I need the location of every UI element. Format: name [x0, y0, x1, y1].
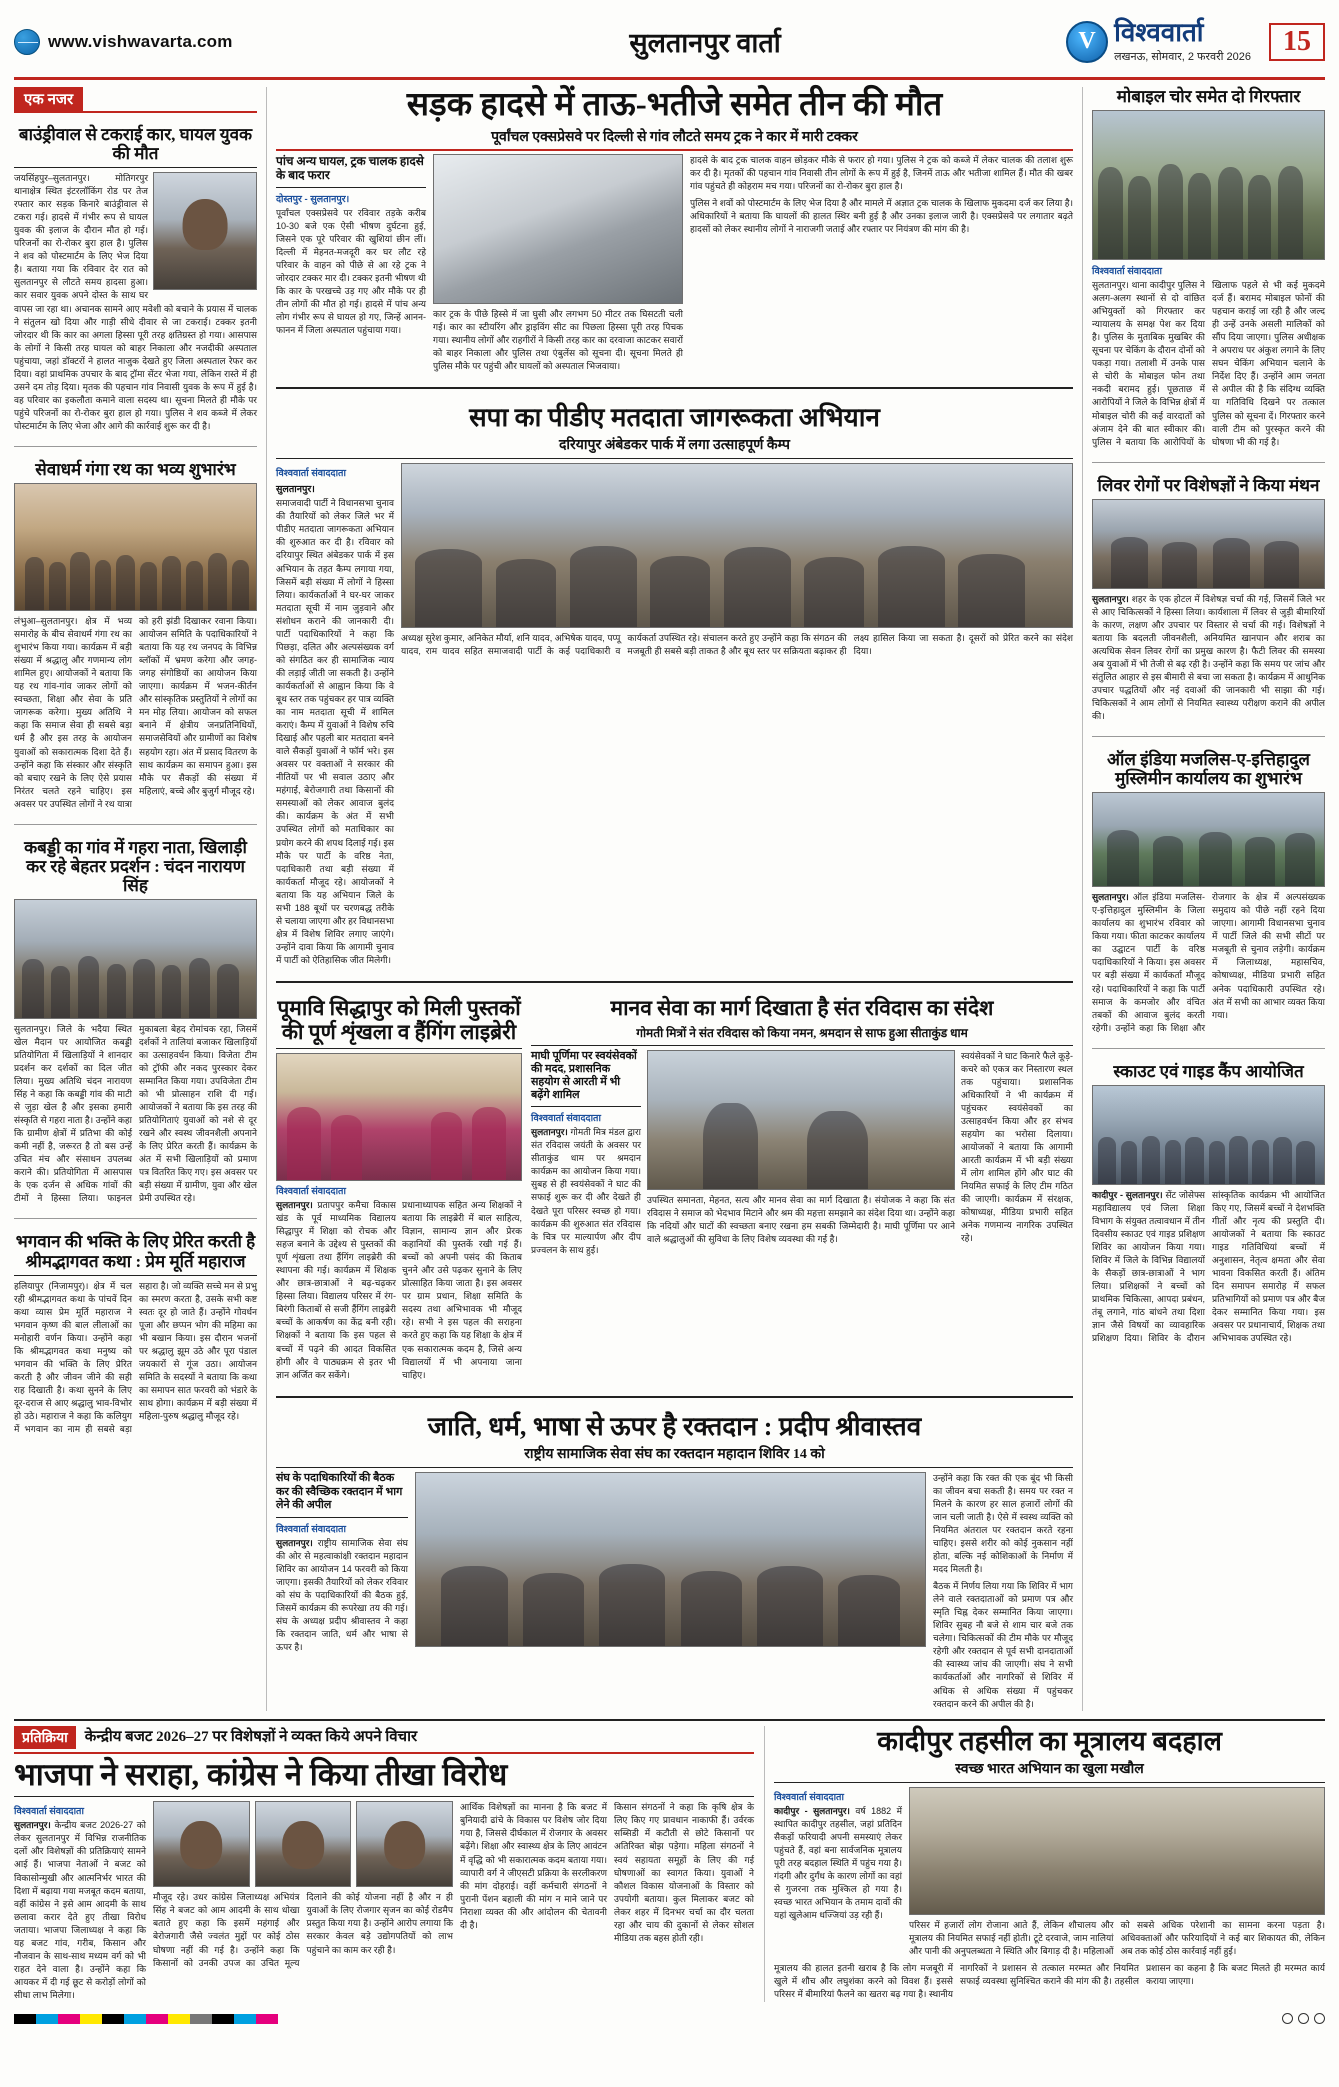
- masthead: [14, 10, 1325, 80]
- seva-body-c: स्वयंसेवकों ने घाट किनारे फैले कूड़े-कचरे को एकत्र कर निस्तारण स्थल तक पहुंचाया। प्रशासनिक अधिकारियों ने भी कार्यक्रम में पहुंचकर स्वयंसेवकों का उत्साहवर्धन किया और हर संभव सहयोग का भरोसा दिलाया। आयोजकों ने बताया कि आगामी आरती कार्यक्रम में भी बड़ी संख्या में लोग शामिल होंगे और घाट की नियमित सफाई के लिए टीम गठित की जाएगी। कार्यक्रम में संरक्षक, कोषाध्यक्ष, मीडिया प्रभारी सहित अनेक गणमान्य नागरिक उपस्थित रहे।: [961, 1050, 1073, 1244]
- color-swatch: [14, 2014, 36, 2024]
- footer: [14, 2008, 1325, 2024]
- section-title: सुलतानपुर वार्ता: [629, 28, 781, 58]
- blood-deck: राष्ट्रीय सामाजिक सेवा संघ का रक्तदान महादान शिविर 14 को: [524, 1446, 825, 1462]
- aimim-photo: [1092, 792, 1325, 887]
- scout-body: सेंट जोसेफ्स महाविद्यालय एवं जिला शिक्षा विभाग के संयुक्त तत्वावधान में तीन दिवसीय स्काउट एवं गाइड प्रशिक्षण शिविर का आयोजन किया गया। शिविर में जिले के विभिन्न विद्यालयों के सैकड़ों छात्र-छात्राओं ने भाग लिया। प्रशिक्षकों ने बच्चों को प्राथमिक चिकित्सा, आपदा प्रबंधन, तंबू लगाने, गांठ बांधने तथा दिशा ज्ञान जैसे विषयों का व्यावहारिक प्रशिक्षण दिया। शिविर के दौरान सांस्कृतिक कार्यक्रम भी आयोजित किए गए, जिसमें बच्चों ने देशभक्ति गीतों और नृत्य की प्रस्तुति दी। आयोजकों ने बताया कि स्काउट गाइड गतिविधियां बच्चों में अनुशासन, नेतृत्व क्षमता और सेवा भावना विकसित करती हैं। अंतिम दिन समापन समारोह में सफल प्रतिभागियों को प्रमाण पत्र और बैज देकर सम्मानित किया गया। इस अवसर पर प्रधानाचार्य, शिक्षक तथा अभिभावक उपस्थित रहे।: [1092, 1189, 1325, 1344]
- liver-story: [1092, 476, 1325, 724]
- seva-headline: मानव सेवा का मार्ग दिखाता है संत रविदास का संदेश: [610, 995, 994, 1020]
- lead-body-col2: कार ट्रक के पीछे हिस्से में जा घुसी और लगभग 50 मीटर तक घिसटती चली गई। कार का स्टीयरिंग और ड्राइविंग सीट का पिछला हिस्सा पूरी तरह पिचक गया। स्थानीय लोगों और राहगीरों ने किसी तरह कार का दरवाजा काटकर सवारों को बाहर निकाला और पुलिस तथा एंबुलेंस को सूचना दी। सूचना मिलते ही पुलिस मौके पर पहुंची और घायलों को अस्पताल भिजवाया।: [433, 308, 683, 372]
- lead-dateline: दोस्तपुर - सुलतानपुर।: [276, 193, 350, 205]
- camp-figures: [402, 464, 1072, 627]
- color-swatch: [146, 2014, 168, 2024]
- budget-portrait-3: [356, 1801, 453, 1887]
- mobile-theft-photo: [1092, 110, 1325, 260]
- sapa-dateline: सुलतानपुर।: [276, 484, 315, 496]
- color-swatch: [190, 2014, 212, 2024]
- books-headline: पूमावि सिद्धापुर को मिली पुस्तकों की पूर्ण शृंखला व हैंगिंग लाइब्रेरी: [277, 995, 521, 1044]
- blood-kicker: संघ के पदाधिकारियों की बैठक कर की स्वैच्छिक रक्तदान में भाग लेने की अपील: [276, 1471, 403, 1512]
- center-column: [266, 87, 1073, 1711]
- sapa-headline: सपा का पीडीए मतदाता जागरूकता अभियान: [469, 403, 880, 433]
- color-swatch: [212, 2014, 234, 2024]
- books-story: [276, 997, 522, 1382]
- sapa-photo-camp: [401, 463, 1073, 628]
- budget-portrait-2: [255, 1801, 352, 1887]
- toilet-body-c: मूत्रालय की हालत इतनी खराब है कि लोग मजबूरी में खुले में शौच और लघुशंका करने को विवश हैं। इससे परिसर में बीमारियां फैलने का खतरा बढ़ गया है। स्थानीय नागरिकों ने प्रशासन से तत्काल मरम्मत और नियमित सफाई व्यवस्था सुनिश्चित कराने की मांग की है। तहसील प्रशासन का कहना है कि बजट मिलते ही मरम्मत कार्य कराया जाएगा।: [774, 1963, 1325, 2000]
- blood-body-b: उन्होंने कहा कि रक्त की एक बूंद भी किसी का जीवन बचा सकती है। समय पर रक्त न मिलने के कारण हर साल हजारों लोगों की जान चली जाती है। ऐसे में स्वस्थ व्यक्ति को नियमित अंतराल पर रक्तदान करते रहना चाहिए। इससे शरीर को कोई नुकसान नहीं होता, बल्कि नई कोशिकाओं के निर्माण में मदद मिलती है।: [933, 1472, 1073, 1575]
- left-column: [14, 87, 257, 1711]
- seva-body-a: गोमती मित्र मंडल द्वारा संत रविदास जयंती के अवसर पर सीताकुंड धाम पर श्रमदान कार्यक्रम का आयोजन किया गया। सुबह से ही स्वयंसेवकों ने घाट की सफाई शुरू कर दी और देखते ही देखते पूरा परिसर स्वच्छ हो गया। कार्यक्रम की शुरुआत संत रविदास के चित्र पर माल्यार्पण और दीप प्रज्वलन के साथ हुई।: [531, 1127, 641, 1255]
- blood-body-c: बैठक में निर्णय लिया गया कि शिविर में भाग लेने वाले रक्तदाताओं को प्रमाण पत्र और स्मृति चिह्न देकर सम्मानित किया जाएगा। शिविर सुबह नौ बजे से शाम चार बजे तक चलेगा। चिकित्सकों की टीम मौके पर मौजूद रहेगी और रक्तदान से पूर्व सभी दानदाताओं की स्वास्थ्य जांच की जाएगी। संघ ने सभी कार्यकर्ताओं और नागरिकों से शिविर में अधिक से अधिक संख्या में पहुंचकर रक्तदान करने की अपील की है।: [933, 1581, 1073, 1709]
- budget-col1: केन्द्रीय बजट 2026-27 को लेकर सुलतानपुर में विभिन्न राजनीतिक दलों और विशेषज्ञों की प्रतिक्रियाएं सामने आई हैं। भाजपा नेताओं ने बजट को विकासोन्मुखी और आत्मनिर्भर भारत की दिशा में बढ़ाया गया मजबूत कदम बताया, वहीं कांग्रेस ने इसे आम आदमी के साथ छलावा करार देते हुए तीखा विरोध जताया। भाजपा जिलाध्यक्ष ने कहा कि यह बजट गांव, गरीब, किसान और नौजवान के साथ-साथ मध्यम वर्ग को भी राहत देने वाला है। उन्होंने कहा कि आयकर में दी गई छूट से करोड़ों लोगों को सीधा लाभ मिलेगा।: [14, 1820, 146, 2000]
- color-swatch: [124, 2014, 146, 2024]
- color-swatch: [36, 2014, 58, 2024]
- masthead-left: [14, 29, 344, 55]
- sapa-deck: दरियापुर अंबेडकर पार्क में लगा उत्साहपूर्ण कैम्प: [558, 438, 790, 454]
- left-story-2-body: लंभुआ–सुलतानपुर। क्षेत्र में भव्य समारोह के बीच सेवाधर्म गंगा रथ का शुभारंभ किया गया। कार्यक्रम में बड़ी संख्या में श्रद्धालु और गणमान्य लोग शामिल हुए। आयोजकों ने बताया कि यह रथ गांव-गांव जाकर लोगों को स्वच्छता, शिक्षा और सेवा के प्रति जागरूक करेगा। मुख्य अतिथि ने कहा कि समाज सेवा ही सबसे बड़ा धर्म है और इस तरह के आयोजन युवाओं को सकारात्मक दिशा देते हैं। उन्होंने कहा कि संस्कार और संस्कृति को बचाए रखने के लिए ऐसे प्रयास निरंतर चलते रहने चाहिए। इस अवसर पर उपस्थित लोगों ने रथ यात्रा को हरी झंडी दिखाकर रवाना किया। आयोजन समिति के पदाधिकारियों ने बताया कि यह रथ जनपद के विभिन्न ब्लॉकों में भ्रमण करेगा और जगह-जगह संगोष्ठियों का आयोजन किया जाएगा। कार्यक्रम में भजन-कीर्तन और सांस्कृतिक प्रस्तुतियों ने लोगों का मन मोह लिया। आयोजन को सफल बनाने में क्षेत्रीय जनप्रतिनिधियों, समाजसेवियों और ग्रामीणों का विशेष सहयोग रहा। अंत में प्रसाद वितरण के साथ कार्यक्रम का समापन हुआ। इस मौके पर सैकड़ों की संख्या में महिलाएं, बच्चे और बुजुर्ग मौजूद रहे।: [14, 616, 257, 809]
- seva-story: [531, 997, 1073, 1382]
- left-story-2-headline: सेवाधर्म गंगा रथ का भव्य शुभारंभ: [35, 460, 236, 479]
- aimim-dateline: सुलतानपुर।: [1092, 892, 1129, 903]
- left-story-2: [14, 460, 257, 811]
- budget-col3: आर्थिक विशेषज्ञों का मानना है कि बजट में बुनियादी ढांचे के विकास पर विशेष जोर दिया गया है, जिससे दीर्घकाल में रोजगार के अवसर बढ़ेंगे। शिक्षा और स्वास्थ्य क्षेत्र के लिए आवंटन में वृद्धि को भी सकारात्मक कदम बताया गया। व्यापारी वर्ग ने जीएसटी प्रक्रिया के सरलीकरण की मांग दोहराई। वहीं कर्मचारी संगठनों ने पुरानी पेंशन बहाली की मांग न माने जाने पर निराशा व्यक्त की और आंदोलन की चेतावनी दी है।: [460, 1802, 607, 1930]
- portrait-figure: [282, 1821, 324, 1869]
- blood-byline: विश्ववार्ता संवाददाता: [276, 1524, 346, 1536]
- mobile-theft-story: [1092, 87, 1325, 449]
- ek-nazar-tag: एक नजर: [14, 87, 83, 111]
- mobile-theft-byline: विश्ववार्ता संवाददाता: [1092, 266, 1162, 278]
- blood-body-a: राष्ट्रीय सामाजिक सेवा संघ की ओर से महत्वाकांक्षी रक्तदान महादान शिविर का आयोजन 14 फरवरी को किया जाएगा। इसकी तैयारियों को लेकर रविवार को संघ के पदाधिकारियों की बैठक हुई, जिसमें कार्यक्रम की रूपरेखा तय की गई। संघ के अध्यक्ष प्रदीप श्रीवास्तव ने कहा कि रक्तदान जाति, धर्म और भाषा से ऊपर है।: [276, 1538, 408, 1653]
- toilet-byline: विश्ववार्ता संवाददाता: [774, 1791, 844, 1803]
- mobile-theft-body: सुलतानपुर। थाना कादीपुर पुलिस ने अलग-अलग स्थानों से दो वांछित अभियुक्तों को गिरफ्तार कर न्यायालय के समक्ष पेश कर दिया है। पुलिस के मुताबिक मुखबिर की सूचना पर चेकिंग के दौरान दोनों को पकड़ा गया। तलाशी में उनके पास से चोरी के मोबाइल फोन तथा नकदी बरामद हुई। पूछताछ में आरोपियों ने जिले के विभिन्न क्षेत्रों में मोबाइल चोरी की कई वारदातों को अंजाम देने की बात स्वीकार की। पुलिस ने बताया कि आरोपियों के खिलाफ पहले से भी कई मुकदमे दर्ज हैं। बरामद मोबाइल फोनों की पहचान कराई जा रही है और जल्द ही उन्हें उनके असली मालिकों को सौंप दिया जाएगा। पुलिस अधीक्षक ने अपराध पर अंकुश लगाने के लिए सघन चेकिंग अभियान चलाने के निर्देश दिए हैं। उन्होंने आम जनता से अपील की है कि संदिग्ध व्यक्ति या गतिविधि दिखने पर तत्काल पुलिस को सूचना दें। गिरफ्तार करने वाली टीम को पुरस्कृत करने की घोषणा भी की गई है।: [1092, 280, 1325, 447]
- mobile-theft-headline: मोबाइल चोर समेत दो गिरफ्तार: [1116, 87, 1301, 106]
- left-story-4: [14, 1232, 257, 1436]
- liver-dateline: सुलतानपुर।: [1092, 593, 1129, 604]
- portrait-figure: [384, 1821, 426, 1869]
- bottom-section: [14, 1719, 1325, 2002]
- students-figures: [277, 1054, 521, 1180]
- lead-deck: पूर्वांचल एक्सप्रेसवे पर दिल्ली से गांव लौटते समय ट्रक ने कार में मारी टक्कर: [491, 129, 858, 145]
- color-swatch: [58, 2014, 80, 2024]
- ek-nazar-tag-wrap: [14, 87, 257, 113]
- budget-story: [14, 1726, 754, 2002]
- team-figures: [15, 900, 256, 1018]
- masthead-right: [1066, 17, 1325, 64]
- budget-dateline: सुलतानपुर।: [14, 1820, 51, 1831]
- seva-kicker: माघी पूर्णिमा पर स्वयंसेवकों की मदद, प्रशासनिक सहयोग से आरती में भी बढ़ेंगे शामिल: [531, 1049, 637, 1102]
- scout-photo: [1092, 1085, 1325, 1185]
- budget-byline: विश्ववार्ता संवाददाता: [14, 1806, 84, 1818]
- brand-name: विश्ववार्ता: [1114, 17, 1204, 47]
- blood-photo-meeting: [415, 1472, 926, 1647]
- globe-icon: [14, 29, 40, 55]
- liver-body: शहर के एक होटल में विशेषज्ञ चर्चा की गई, जिसमें जिले भर से आए चिकित्सकों ने हिस्सा लिया। कार्यशाला में लिवर से जुड़ी बीमारियों के कारण, लक्षण और उपचार पर विस्तार से चर्चा की गई। विशेषज्ञों ने बताया कि बदलती जीवनशैली, अनियमित खानपान और शराब का अत्यधिक सेवन लिवर रोगों का प्रमुख कारण है। फैटी लिवर की समस्या अब युवाओं में भी तेजी से बढ़ रही है। उन्होंने कहा कि समय पर जांच और संतुलित आहार से इस बीमारी से बचा जा सकता है। कार्यक्रम में आधुनिक उपचार पद्धतियों और नई दवाओं की जानकारी भी साझा की गई। चिकित्सकों ने आम लोगों से नियमित स्वास्थ्य परीक्षण कराने की अपील की।: [1092, 593, 1325, 722]
- color-swatch: [256, 2014, 278, 2024]
- scout-dateline: कादीपुर - सुलतानपुर।: [1092, 1189, 1163, 1200]
- lead-photo-accident: [433, 154, 683, 304]
- liver-headline: लिवर रोगों पर विशेषज्ञों ने किया मंथन: [1097, 475, 1320, 495]
- masthead-center: [344, 23, 1066, 60]
- toilet-deck: स्वच्छ भारत अभियान का खुला मखौल: [955, 1761, 1144, 1777]
- shramdan-figures: [648, 1051, 954, 1189]
- left-story-1-body: जयसिंहपुर–सुलतानपुर। मोतिगरपुर थानाक्षेत्र स्थित इंटरलॉकिंग रोड पर तेज रफ्तार कार सड़क किनारे बाउंड्रीवाल से टकरा गई। हादसे में गंभीर रूप से घायल युवक की इलाज के दौरान मौत हो गई। परिजनों का रो-रोकर बुरा हाल है। पुलिस ने शव को पोस्टमार्टम के लिए भेज दिया है। बताया गया कि रविवार देर रात को सुलतानपुर से लौटते समय हादसा हुआ। कार सवार युवक अपने दोस्त के साथ घर वापस जा रहा था। अचानक सामने आए मवेशी को बचाने के प्रयास में चालक ने संतुलन खो दिया और गाड़ी सीधे दीवार से जा टकराई। टक्कर इतनी जोरदार थी कि कार का अगला हिस्सा पूरी तरह क्षतिग्रस्त हो गया। आसपास के लोगों ने किसी तरह घायल को बाहर निकाला और नजदीकी अस्पताल पहुंचाया, जहां डॉक्टरों ने हालत नाजुक देखते हुए जिला अस्पताल रेफर कर दिया। वहां प्राथमिक उपचार के बाद ट्रॉमा सेंटर भेजा गया, लेकिन रास्ते में ही उसने दम तोड़ दिया। मृतक की पहचान गांव निवासी युवक के रूप में हुई है। वह परिवार का इकलौता कमाने वाला सदस्य था। सूचना मिलते ही मौके पर पहुंचे परिजनों का रो-रोकर बुरा हाल हो गया। पुलिस ने शव कब्जे में लेकर पोस्टमार्टम के लिए भेजा और आगे की कार्रवाई शुरू कर दी है।: [14, 173, 257, 431]
- toilet-body-b: परिसर में हजारों लोग रोजाना आते हैं, लेकिन शौचालय और मूत्रालय की नियमित सफाई नहीं होती। टूटे दरवाजे, जाम नालियां और पानी की अनुपलब्धता ने स्थिति और बिगाड़ दी है। महिलाओं को सबसे अधिक परेशानी का सामना करना पड़ता है। अधिवक्ताओं और फरियादियों ने कई बार शिकायत की, लेकिन अब तक कोई ठोस कार्रवाई नहीं हुई।: [909, 1919, 1325, 1956]
- website-url[interactable]: www.vishwavarta.com: [48, 31, 233, 51]
- portrait-figure: [183, 199, 228, 251]
- toilet-story: [764, 1726, 1325, 2002]
- lead-story: [276, 87, 1073, 373]
- budget-tag-deck: केन्द्रीय बजट 2026–27 पर विशेषज्ञों ने व्यक्त किये अपने विचार: [84, 1728, 418, 1745]
- toilet-headline: कादीपुर तहसील का मूत्रालय बदहाल: [877, 1725, 1222, 1756]
- pratikriya-tag: प्रतिक्रिया: [14, 1726, 76, 1749]
- color-swatch: [234, 2014, 256, 2024]
- lead-kicker: पांच अन्य घायल, ट्रक चालक हादसे के बाद फरार: [276, 153, 424, 183]
- police-figures: [1093, 111, 1324, 259]
- page-number: 15: [1269, 23, 1325, 61]
- aimim-body: ऑल इंडिया मजलिस-ए-इत्तिहादुल मुस्लिमीन के जिला कार्यालय का शुभारंभ रविवार को किया गया। फीता काटकर कार्यालय का उद्घाटन पार्टी के वरिष्ठ पदाधिकारियों ने किया। इस अवसर पर बड़ी संख्या में कार्यकर्ता मौजूद रहे। पदाधिकारियों ने कहा कि पार्टी समाज के कमजोर और वंचित तबकों की आवाज बुलंद करती रहेगी। उन्होंने कहा कि शिक्षा और रोजगार के क्षेत्र में अल्पसंख्यक समुदाय को पीछे नहीं रहने दिया जाएगा। आगामी विधानसभा चुनाव में पार्टी जिले की सभी सीटों पर मजबूती से चुनाव लड़ेगी। कार्यक्रम में जिलाध्यक्ष, महासचिव, कोषाध्यक्ष, मीडिया प्रभारी सहित अनेक पदाधिकारी उपस्थित रहे। अंत में सभी का आभार व्यक्त किया गया।: [1092, 892, 1325, 1033]
- scout-headline: स्काउट एवं गाइड कैंप आयोजित: [1113, 1061, 1304, 1081]
- scout-figures: [1093, 1086, 1324, 1184]
- left-story-2-photo: [14, 483, 257, 611]
- aimim-headline: ऑल इंडिया मजलिस-ए-इत्तिहादुल मुस्लिमीन कार्यालय का शुभारंभ: [1107, 750, 1310, 789]
- sapa-byline: विश्ववार्ता संवाददाता: [276, 468, 346, 480]
- books-byline: विश्ववार्ता संवाददाता: [276, 1186, 346, 1198]
- lead-body-col1: पूर्वांचल एक्सप्रेसवे पर रविवार तड़के करीब 10-30 बजे एक ऐसी भीषण दुर्घटना हुई, जिसने एक पूरे परिवार की खुशियां छीन लीं। दिल्ली में मेहनत-मजदूरी कर घर लौट रहे परिवार के वाहन को पीछे से आ रहे ट्रक ने जोरदार टक्कर मार दी। टक्कर इतनी भीषण थी कि कार के परखच्चे उड़ गए और मौके पर ही तीन लोगों की मौत हो गई। हादसे में पांच अन्य लोग गंभीर रूप से घायल हो गए, जिन्हें आनन-फानन में जिला अस्पताल पहुंचाया गया।: [276, 207, 426, 336]
- page-content: [14, 87, 1325, 1711]
- scout-story: [1092, 1062, 1325, 1346]
- left-story-3-headline: कबड्डी का गांव में गहरा नाता, खिलाड़ी कर रहे बेहतर प्रदर्शन : चंदन नारायण सिंह: [24, 837, 247, 895]
- sapa-names: अध्यक्ष सुरेश कुमार, अनिकेत मौर्या, शनि यादव, अभिषेक यादव, पप्पू यादव, राम यादव सहित समाजवादी पार्टी के कई पदाधिकारी व कार्यकर्ता उपस्थित रहे। संचालन करते हुए उन्होंने कहा कि संगठन की मजबूती ही सबसे बड़ी ताकत है और बूथ स्तर पर सक्रियता बढ़ाकर ही लक्ष्य हासिल किया जा सकता है। दूसरों को प्रेरित करने का संदेश दिया।: [401, 633, 1073, 657]
- aimim-story: [1092, 750, 1325, 1035]
- budget-portrait-row: [153, 1801, 453, 1887]
- color-swatch: [168, 2014, 190, 2024]
- brand-edition-date: लखनऊ, सोमवार, 2 फरवरी 2026: [1114, 50, 1251, 63]
- budget-headline: भाजपा ने सराहा, कांग्रेस ने किया तीखा विरोध: [14, 1756, 508, 1792]
- left-story-4-headline: भगवान की भक्ति के लिए प्रेरित करती है श्रीमद्भागवत कथा : प्रेम मूर्ति महाराज: [15, 1232, 256, 1271]
- seva-byline: विश्ववार्ता संवाददाता: [531, 1113, 601, 1125]
- books-dateline: सुलतानपुर।: [276, 1200, 313, 1211]
- left-story-1: [14, 125, 257, 433]
- books-body-a: प्रतापपुर कमैचा विकास खंड के पूर्व माध्यमिक विद्यालय सिद्धापुर में शिक्षा को रोचक और सहज बनाने के उद्देश्य से पुस्तकों की पूर्ण शृंखला तथा हैंगिंग लाइब्रेरी की स्थापना की गई। कार्यक्रम में शिक्षक और छात्र-छात्राओं ने बढ़-चढ़कर हिस्सा लिया। विद्यालय परिसर में रंग-बिरंगी किताबों से सजी हैंगिंग लाइब्रेरी बच्चों के आकर्षण का केंद्र बनी रही। शिक्षकों ने बताया कि इस पहल से बच्चों में पढ़ने की आदत विकसित होगी और वे पाठ्यक्रम से इतर भी ज्ञान अर्जित कर सकेंगे।: [276, 1200, 396, 1380]
- left-story-1-photo: [153, 172, 257, 290]
- color-swatch: [80, 2014, 102, 2024]
- registration-marks: [1282, 2013, 1325, 2024]
- portrait-figure: [181, 1821, 223, 1869]
- blood-story: [276, 1412, 1073, 1711]
- color-calibration-bar: [14, 2014, 284, 2024]
- logo-icon: V: [1066, 21, 1108, 63]
- brand-logo: [1066, 17, 1251, 64]
- right-column: [1082, 87, 1325, 1711]
- books-photo: [276, 1053, 522, 1181]
- lead-headline: सड़क हादसे में ताऊ-भतीजे समेत तीन की मौत: [406, 87, 943, 123]
- books-body-b: प्रधानाध्यापक सहित अन्य शिक्षकों ने बताया कि लाइब्रेरी में बाल साहित्य, विज्ञान, सामान्य ज्ञान और प्रेरक कहानियों की पुस्तकें रखी गई हैं। बच्चों को अपनी पसंद की किताब चुनने और उसे पढ़कर सुनाने के लिए प्रोत्साहित किया जाता है। इस अवसर पर ग्राम प्रधान, शिक्षा समिति के सदस्य तथा अभिभावक भी मौजूद रहे। सभी ने इस पहल की सराहना करते हुए कहा कि यह शिक्षा के क्षेत्र में एक सकारात्मक कदम है, जिसे अन्य विद्यालयों में भी अपनाया जाना चाहिए।: [402, 1200, 522, 1380]
- blood-dateline: सुलतानपुर।: [276, 1538, 313, 1549]
- left-story-3-photo: [14, 899, 257, 1019]
- seva-body-b: उपस्थित समानता, मेहनत, सत्य और मानव सेवा का मार्ग दिखाता है। संयोजक ने कहा कि संत रविदास ने समाज को भेदभाव मिटाने और श्रम की महत्ता समझाने का संदेश दिया था। उन्होंने कहा कि नदियों और घाटों की स्वच्छता बनाए रखना हम सबकी जिम्मेदारी है। माघी पूर्णिमा पर आने वाले श्रद्धालुओं की सुविधा के लिए विशेष व्यवस्था की गई है।: [647, 1194, 955, 1244]
- budget-col4: किसान संगठनों ने कहा कि कृषि क्षेत्र के लिए किए गए प्रावधान नाकाफी हैं। उर्वरक सब्सिडी में कटौती से छोटे किसानों पर अतिरिक्त बोझ पड़ेगा। महिला संगठनों ने स्वयं सहायता समूहों के लिए की गई घोषणाओं का स्वागत किया। युवाओं ने कौशल विकास योजनाओं के विस्तार को उपयोगी बताया। कुल मिलाकर बजट को लेकर शहर में दिनभर चर्चा का दौर चलता रहा और चाय की दुकानों से लेकर सोशल मीडिया तक बहस होती रही।: [614, 1802, 754, 1943]
- seva-deck: गोमती मित्रों ने संत रविदास को किया नमन, श्रमदान से साफ हुआ सीताकुंड धाम: [636, 1025, 968, 1040]
- lead-body-col4: पुलिस ने शवों को पोस्टमार्टम के लिए भेज दिया है और मामले में अज्ञात ट्रक चालक के खिलाफ मुकदमा दर्ज कर लिया है। अधिकारियों ने बताया कि घायलों की हालत स्थिर बनी हुई है और उनका इलाज जारी है। एक्सप्रेसवे पर लगातार बढ़ते हादसों को लेकर स्थानीय लोगों ने नाराजगी जताई और रफ्तार पर नियंत्रण की मांग की है।: [690, 198, 1073, 235]
- sapa-story: [276, 403, 1073, 967]
- budget-col2: मौजूद रहे। उधर कांग्रेस जिलाध्यक्ष अभियंत्र सिंह ने बजट को आम आदमी के साथ धोखा बताते हुए कहा कि इसमें महंगाई और बेरोजगारी जैसे ज्वलंत मुद्दों पर कोई ठोस घोषणा नहीं की गई है। उन्होंने कहा कि किसानों को उनकी उपज का उचित मूल्य दिलाने की कोई योजना नहीं है और न ही युवाओं के लिए रोजगार सृजन का कोई रोडमैप प्रस्तुत किया गया है। उन्होंने आरोप लगाया कि सरकार केवल बड़े उद्योगपतियों को लाभ पहुंचाने का काम कर रही है।: [153, 1892, 453, 1968]
- seva-photo-shramdan: [647, 1050, 955, 1190]
- toilet-body-a: वर्ष 1882 में स्थापित कादीपुर तहसील, जहां प्रतिदिन सैकड़ों फरियादी अपनी समस्याएं लेकर पहुंचते हैं, वहां बना सार्वजनिक मूत्रालय पूरी तरह बदहाल स्थिति में पहुंच गया है। गंदगी और दुर्गंध के कारण लोगों का वहां से गुजरना तक मुश्किल हो गया है। स्वच्छ भारत अभियान के तमाम दावों की यहां खुलेआम धज्जियां उड़ रही हैं।: [774, 1805, 902, 1921]
- budget-portrait-1: [153, 1801, 250, 1887]
- crowd-figures: [15, 484, 256, 610]
- toilet-dateline: कादीपुर - सुलतानपुर।: [774, 1805, 850, 1816]
- left-story-3-body: सुलतानपुर। जिले के भदैया स्थित खेल मैदान पर आयोजित कबड्डी प्रतियोगिता में खिलाड़ियों ने शानदार प्रदर्शन कर दर्शकों का दिल जीत लिया। मुख्य अतिथि चंदन नारायण सिंह ने कहा कि कबड्डी गांव की माटी से जुड़ा खेल है और इसका हमारी संस्कृति से गहरा नाता है। उन्होंने कहा कि ग्रामीण क्षेत्रों में प्रतिभा की कोई कमी नहीं है, जरूरत है तो बस उन्हें उचित मंच और संसाधन उपलब्ध कराने की। प्रतियोगिता में आसपास के एक दर्जन से अधिक गांवों की टीमों ने हिस्सा लिया। फाइनल मुकाबला बेहद रोमांचक रहा, जिसमें दर्शकों ने तालियां बजाकर खिलाड़ियों का उत्साहवर्धन किया। विजेता टीम को ट्रॉफी और नकद पुरस्कार देकर सम्मानित किया गया। उपविजेता टीम को भी प्रोत्साहन राशि दी गई। आयोजकों ने बताया कि इस तरह की प्रतियोगिताएं युवाओं को नशे से दूर रखने और स्वस्थ जीवनशैली अपनाने के लिए प्रेरित करती हैं। कार्यक्रम के अंत में सभी खिलाड़ियों को प्रमाण पत्र वितरित किए गए। इस अवसर पर बड़ी संख्या में ग्रामीण, युवा और खेल प्रेमी उपस्थित रहे।: [14, 1023, 257, 1204]
- left-story-3: [14, 838, 257, 1206]
- books-seva-row: [276, 997, 1073, 1382]
- liver-photo: [1092, 499, 1325, 589]
- toilet-photo: [909, 1787, 1325, 1915]
- aimim-figures: [1093, 793, 1324, 886]
- meeting-figures: [416, 1473, 925, 1646]
- seva-dateline: सुलतानपुर।: [531, 1127, 568, 1138]
- left-story-1-headline: बाउंड्रीवाल से टकराई कार, घायल युवक की मौत: [18, 125, 253, 164]
- blood-headline: जाति, धर्म, भाषा से ऊपर है रक्तदान : प्रदीप श्रीवास्तव: [427, 1411, 922, 1441]
- left-story-4-body: हलियापुर (निजामपुर)। क्षेत्र में चल रही श्रीमद्भागवत कथा के पांचवें दिन कथा व्यास प्रेम मूर्ति महाराज ने भगवान कृष्ण की बाल लीलाओं का मनोहारी वर्णन किया। उन्होंने कहा कि श्रीमद्भागवत कथा मनुष्य को भगवान की भक्ति के लिए प्रेरित करती है और जीवन जीने की सही राह दिखाती है। कथा सुनने के लिए दूर-दराज से आए श्रद्धालु भाव-विभोर हो उठे। महाराज ने कहा कि कलियुग में भगवान का नाम ही सबसे बड़ा सहारा है। जो व्यक्ति सच्चे मन से प्रभु का स्मरण करता है, उसके सभी कष्ट स्वतः दूर हो जाते हैं। उन्होंने गोवर्धन पूजा और छप्पन भोग की महिमा का भी बखान किया। इस दौरान भजनों पर श्रद्धालु झूम उठे और पूरा पंडाल जयकारों से गूंज उठा। आयोजन समिति के सदस्यों ने बताया कि कथा का समापन सात फरवरी को भंडारे के साथ होगा। कार्यक्रम में बड़ी संख्या में महिला-पुरुष श्रद्धालु मौजूद रहे।: [14, 1280, 257, 1435]
- color-swatch: [102, 2014, 124, 2024]
- doctors-figures: [1093, 500, 1324, 588]
- sapa-body: समाजवादी पार्टी ने विधानसभा चुनाव की तैयारियों को लेकर जिले भर में पीडीए मतदाता जागरूकता अभियान की शुरुआत कर दी है। रविवार को दरियापुर स्थित अंबेडकर पार्क में इस अभियान के तहत कैम्प लगाया गया, जिसमें बड़ी संख्या में लोगों ने हिस्सा लिया। कार्यकर्ताओं ने घर-घर जाकर मतदाता सूची में नाम जुड़वाने और संशोधन कराने की जानकारी दी। पार्टी पदाधिकारियों ने कहा कि पिछड़ा, दलित और अल्पसंख्यक वर्ग को संगठित कर ही सामाजिक न्याय की लड़ाई जीती जा सकती है। उन्होंने कार्यकर्ताओं से आह्वान किया कि वे बूथ स्तर तक पहुंचकर हर पात्र व्यक्ति का नाम मतदाता सूची में शामिल कराएं। कैम्प में युवाओं ने विशेष रुचि दिखाई और पहली बार मतदाता बनने वाले सैकड़ों युवाओं ने फॉर्म भरे। इस अवसर पर वक्ताओं ने सरकार की नीतियों पर भी सवाल उठाए और महंगाई, बेरोजगारी तथा किसानों की समस्याओं को लेकर आवाज बुलंद की। कार्यक्रम के अंत में सभी उपस्थित लोगों को मताधिकार का प्रयोग करने की शपथ दिलाई गई। इस मौके पर पार्टी के वरिष्ठ नेता, पदाधिकारी तथा बड़ी संख्या में कार्यकर्ता मौजूद रहे। आयोजकों ने बताया कि यह अभियान जिले के सभी 188 बूथों पर चरणबद्ध तरीके से चलाया जाएगा और हर विधानसभा क्षेत्र में विशेष शिविर लगाए जाएंगे। उन्होंने दावा किया कि आगामी चुनाव में पार्टी को ऐतिहासिक जीत मिलेगी।: [276, 498, 394, 965]
- lead-body-col3: हादसे के बाद ट्रक चालक वाहन छोड़कर मौके से फरार हो गया। पुलिस ने ट्रक को कब्जे में लेकर चालक की तलाश शुरू कर दी है। मृतकों की पहचान गांव निवासी तीन लोगों के रूप में हुई है, जिनमें ताऊ और भतीजा शामिल हैं। मौत की खबर गांव पहुंचते ही कोहराम मच गया। परिजनों का रो-रोकर बुरा हाल है।: [690, 154, 1073, 192]
